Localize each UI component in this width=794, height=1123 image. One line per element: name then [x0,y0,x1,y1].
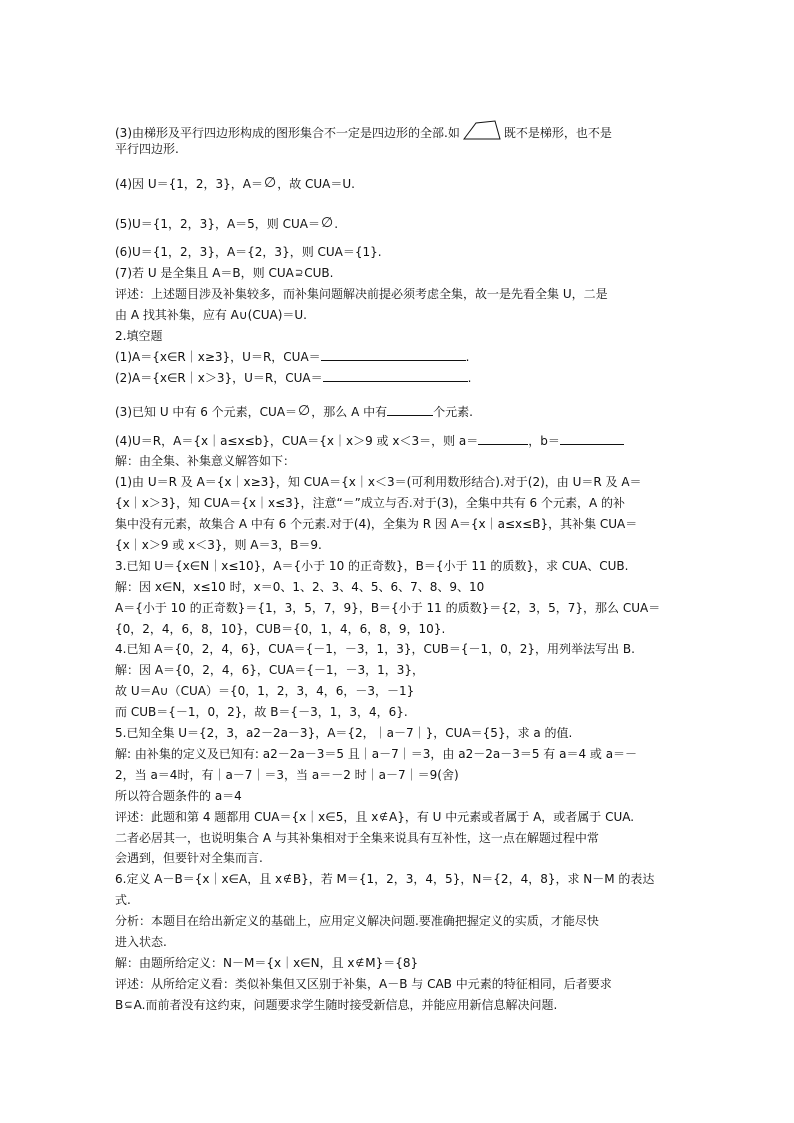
text: ，那么 A 中有 [311,405,388,419]
line-23: 4.已知 A＝{0，2，4，6}，CUA＝{－1，－3，1，3}，CUB＝{－1，0，2}，用列举法写出 B. [115,642,635,656]
text: M}＝{8} [365,956,419,970]
line-11 [115,370,685,386]
text: (2)A＝{x∈R｜x＞3}，U＝R，CUA＝ [115,371,323,385]
line-32: 二者必居其一，也说明集合 A 与其补集相对于全集来说具有互补性，这一点在解题过程中常 [115,831,599,845]
text: ，b＝ [528,434,560,448]
line-15: (1)由 U＝R 及 A＝{x｜x≥3}，知 CUA＝{x｜x＜3＝(可利用数形结合).对于(2)，由 U＝R 及 A＝ [115,475,642,489]
not-element-icon: ∉ [355,958,365,969]
line-21: A＝{小于 10 的正奇数}＝{1，3，5，7，9}，B＝{小于 11 的质数}＝{2，3，5，7}，那么 CUA＝ [115,601,661,615]
line-36: 分析：本题目在给出新定义的基础上，应用定义解决问题.要准确把握定义的实质，才能尽快 [115,914,599,928]
text: ，故 CUA＝U. [277,177,355,191]
line-12 [115,403,685,420]
answer-blank[interactable] [323,370,468,382]
line-3 [115,175,685,192]
text: 个元素. [433,405,473,419]
line-17: 集中没有元素，故集合 A 中有 6 个元素.对于(4)，全集为 R 因 A＝{x｜a≤x≤B}，其补集 CUA＝ [115,517,638,531]
line-20: 解：因 x∈N，x≤10 时，x＝0、1、2、3、4、5、6、7、8、9、10 [115,580,485,594]
not-element-icon: ∉ [379,812,389,823]
text: 既不是梯形，也不是 [503,126,612,140]
empty-set-icon: ∅ [298,403,311,419]
line-14: 解：由全集、补集意义解答如下： [115,454,296,468]
answer-blank[interactable] [321,349,466,361]
text: . [467,371,472,385]
text: (7)若 U 是全集且 A＝B，则 CUA [115,266,294,280]
superset-equal-icon: ⊇ [294,268,304,279]
text: B}，若 M＝{1，2，3，4，5}，N＝{2，4，8}，求 N－M 的表达 [292,872,655,886]
text: 评述：此题和第 4 题都用 CUA＝{x｜x∈5，且 x [115,810,379,824]
text: . [334,217,339,231]
line-8: 由 A 找其补集，应有 A∪(CUA)＝U. [115,308,307,322]
line-16: {x｜x＞3}，知 CUA＝{x｜x≤3}，注意“＝”成立与否.对于(3)，全集中共有 6 个元素，A 的补 [115,496,625,510]
text: A}，有 U 中元素或者属于 A，或者属于 CUA. [389,810,635,824]
line-35: 式. [115,893,131,907]
text: (3)由梯形及平行四边形构成的图形集合不一定是四边形的全部.如 [115,126,460,140]
line-5: (6)U＝{1，2，3}，A＝{2，3}，则 CUA＝{1}. [115,245,382,259]
line-33: 会遇到，但要针对全集而言. [115,851,263,865]
line-28: 解: 由补集的定义及已知有: a2－2a－3＝5 且｜a－7｜＝3，由 a2－2a－3＝5 有 a＝4 或 a＝－ [115,747,638,761]
text: (4)U＝R，A＝{x｜a≤x≤b}，CUA＝{x｜x＞9 或 x＜3＝，则 a＝ [115,434,479,448]
line-31 [115,809,685,826]
answer-blank[interactable] [387,404,433,416]
text: (5)U＝{1，2，3}，A＝5，则 CUA＝ [115,217,320,231]
line-25: 故 U＝A∪（CUA）＝{0，1，2，3，4，6，－3，－1} [115,684,415,698]
line-1 [115,119,685,141]
text: (4)因 U＝{1，2，3}，A＝ [115,177,263,191]
line-4 [115,215,685,232]
line-10 [115,349,685,365]
answer-blank[interactable] [478,433,528,445]
text: CUB. [304,266,334,280]
text: 解：由题所给定义：N－M＝{x｜x∈N，且 x [115,956,355,970]
answer-blank[interactable] [560,433,624,445]
line-6 [115,265,685,282]
empty-set-icon: ∅ [263,175,277,191]
line-40 [115,997,685,1014]
subset-equal-icon: ⊆ [124,1000,133,1011]
text: 6.定义 A－B＝{x｜x∈A，且 x [115,872,283,886]
text: . [465,350,470,364]
line-19: 3.已知 U＝{x∈N｜x≤10}，A＝{小于 10 的正奇数}，B＝{小于 11 的质数}，求 CUA、CUB. [115,559,629,573]
text: A.而前者没有这约束，问题要求学生随时接受新信息，并能应用新信息解决问题. [133,998,558,1012]
line-30: 所以符合题条件的 a＝4 [115,789,242,803]
line-27: 5.已知全集 U＝{2，3，a2－2a－3}，A＝{2，｜a－7｜}，CUA＝{5}，求 a 的值. [115,726,573,740]
section-heading: 2.填空题 [115,329,163,343]
line-29: 2，当 a＝4时，有｜a－7｜＝3，当 a＝－2 时｜a－7｜＝9(舍) [115,768,459,782]
line-34 [115,871,685,888]
trapezoid-figure [462,119,502,141]
line-18: {x｜x＞9 或 x＜3}，则 A＝3，B＝9. [115,538,322,552]
line-13 [115,433,685,449]
line-7: 评述：上述题目涉及补集较多，而补集问题解决前提必须考虑全集，故一是先看全集 U，二是 [115,287,608,301]
line-38 [115,955,685,972]
line-26: 而 CUB＝{－1，0，2}，故 B＝{－3，1，3，4，6}. [115,705,408,719]
text: (1)A＝{x∈R｜x≥3}，U＝R，CUA＝ [115,350,321,364]
line-2: 平行四边形. [115,142,179,156]
text: B [115,998,124,1012]
text: (3)已知 U 中有 6 个元素，CUA＝ [115,405,298,419]
line-37: 进入状态. [115,935,167,949]
not-element-icon: ∉ [283,874,292,885]
line-22: {0，2，4，6，8，10}，CUB＝{0，1，4，6，8，9，10}. [115,622,446,636]
empty-set-icon: ∅ [321,215,334,231]
line-39: 评述：从所给定义看：类似补集但又区别于补集，A－B 与 CAB 中元素的特征相同，后者要求 [115,977,612,991]
line-24: 解：因 A＝{0，2，4，6}，CUA＝{－1，－3，1，3}， [115,663,425,677]
